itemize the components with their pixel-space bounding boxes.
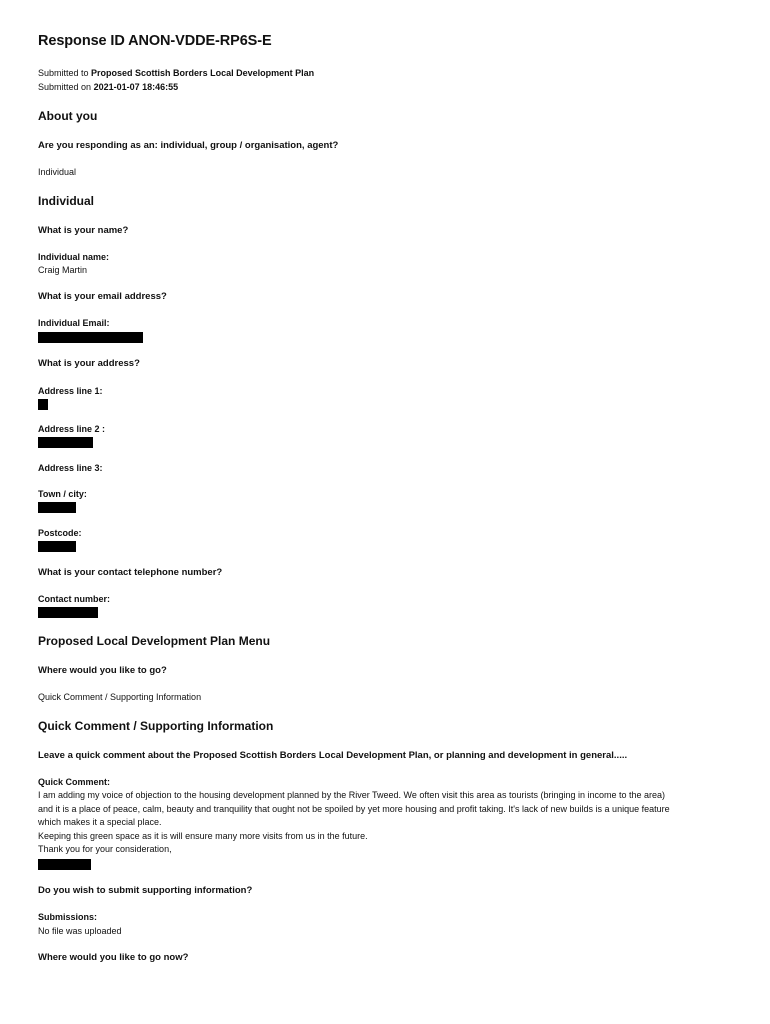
- submitted-to: [38, 68, 314, 78]
- label-address-line-2: Address line 2 :: [38, 424, 106, 434]
- quick-comment-line: I am adding my voice of objection to the housing development planned by the River Tweed. We often visit this area as tourists (bringing in income to the area): [38, 790, 666, 800]
- question-where-to-go: Where would you like to go?: [38, 665, 167, 676]
- answer-respondent-type: Individual: [38, 167, 77, 177]
- quick-comment-line: Keeping this green space as it is will ensure many more visits from us in the future.: [38, 830, 368, 841]
- redacted-email: [38, 332, 143, 343]
- question-supporting-information: Do you wish to submit supporting information?: [38, 885, 253, 896]
- label-contact-number: Contact number:: [38, 594, 110, 604]
- value-individual-name: Craig Martin: [38, 265, 88, 275]
- redacted-contact-number: [38, 607, 98, 618]
- quick-comment-text: [38, 789, 728, 857]
- submitted-on-prefix: Submitted on: [38, 82, 92, 92]
- question-email: What is your email address?: [38, 291, 167, 302]
- label-individual-name: Individual name:: [38, 252, 110, 262]
- label-address-line-1: Address line 1:: [38, 386, 103, 396]
- label-individual-email: Individual Email:: [38, 318, 110, 328]
- question-name: What is your name?: [38, 225, 129, 236]
- label-submissions: Submissions:: [38, 912, 98, 922]
- response-title: Response ID ANON-VDDE-RP6S-E: [38, 33, 272, 49]
- label-quick-comment: Quick Comment:: [38, 777, 111, 787]
- label-town-city: Town / city:: [38, 489, 87, 499]
- quick-comment-line: which makes it a special place.: [38, 817, 162, 828]
- question-telephone: What is your contact telephone number?: [38, 567, 223, 578]
- section-heading-about-you: About you: [38, 109, 98, 123]
- redacted-address-line-2: [38, 437, 93, 448]
- submitted-to-value: Proposed Scottish Borders Local Development Plan: [91, 68, 315, 78]
- question-address: What is your address?: [38, 358, 140, 369]
- section-heading-individual: Individual: [38, 194, 95, 208]
- question-where-to-go-now: Where would you like to go now?: [38, 952, 189, 963]
- question-quick-comment: Leave a quick comment about the Proposed Scottish Borders Local Development Plan, or planning and development in general.....: [38, 750, 628, 761]
- section-heading-quick-comment: Quick Comment / Supporting Information: [38, 719, 274, 733]
- submitted-on: [38, 82, 178, 92]
- submitted-to-prefix: Submitted to: [38, 68, 89, 78]
- label-postcode: Postcode:: [38, 528, 82, 538]
- answer-where-to-go: Quick Comment / Supporting Information: [38, 692, 202, 702]
- quick-comment-line: Thank you for your consideration,: [38, 844, 172, 855]
- quick-comment-line: and it is a place of peace, calm, beauty and tranquility that ought not be spoiled by yet more housing and profit taking. It's lack of new builds is a unique feature: [38, 803, 670, 814]
- label-address-line-3: Address line 3:: [38, 463, 103, 473]
- submitted-on-value: 2021-01-07 18:46:55: [93, 82, 179, 92]
- redacted-town-city: [38, 502, 76, 513]
- redacted-postcode: [38, 541, 76, 552]
- question-respondent-type: Are you responding as an: individual, group / organisation, agent?: [38, 140, 339, 151]
- redacted-signature: [38, 859, 91, 870]
- redacted-address-line-1: [38, 399, 48, 410]
- value-submissions: No file was uploaded: [38, 926, 122, 936]
- section-heading-plan-menu: Proposed Local Development Plan Menu: [38, 634, 271, 648]
